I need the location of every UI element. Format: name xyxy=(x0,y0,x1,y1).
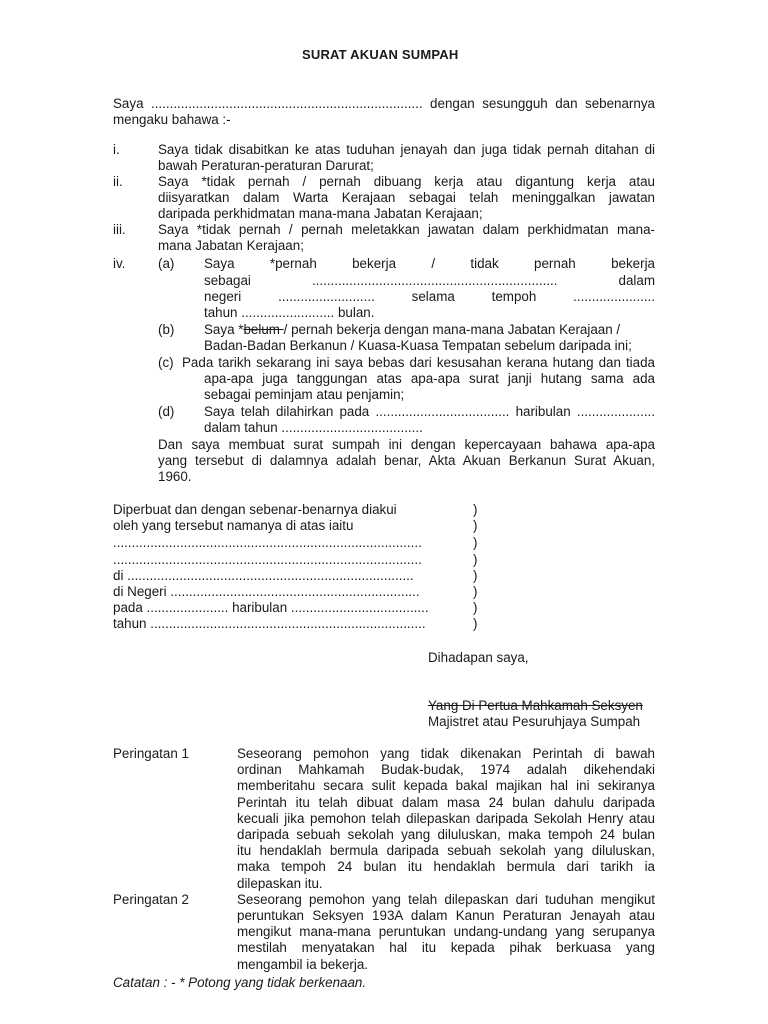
warning-text-line: mengikut mana-mana peruntukan undang-undang yang serupanya xyxy=(237,924,655,940)
warning-text-line: maka tempoh 24 bulan itu hendaklah bermula dari tarikh ia xyxy=(237,859,655,875)
warning-text-line: Seseorang pemohon yang tidak dikenakan Perintah di bawah xyxy=(237,746,655,761)
item-number: ii. xyxy=(113,174,123,189)
text-line: Dan saya membuat surat sumpah ini dengan kepercayaan bahawa apa-apa xyxy=(158,437,655,452)
text-line: Pada tarikh sekarang ini saya bebas dari kesusahan kerana hutang dan tiada xyxy=(182,355,655,370)
text-line: apa-apa juga tanggungan atas apa-apa surat janji hutang sama ada xyxy=(204,371,655,386)
subitem-label: (c) xyxy=(158,355,174,370)
item-number: iv. xyxy=(113,256,126,271)
text-line: Saya *tidak pernah / pernah dibuang kerja atau digantung kerja atau xyxy=(158,174,655,189)
signature-field-line: pada ...................... haribulan ..................................... xyxy=(113,600,429,615)
signature-field-line: di Negeri ................................................................... xyxy=(113,584,420,599)
struck-text: belum xyxy=(243,322,284,337)
officer-title: Majistret atau Pesuruhjaya Sumpah xyxy=(428,714,641,729)
text-line: Saya telah dilahirkan pada .................................... haribulan ..................... xyxy=(204,404,655,419)
warning-text-line: mestilah menyatakan hal itu kepada pihak berkuasa yang xyxy=(237,940,655,956)
bracket: ) xyxy=(473,502,478,517)
warning-text-line: kecuali jika pemohon telah dilepaskan daripada Sekolah Henry atau xyxy=(237,810,655,826)
signature-field-line: tahun .......................................................................... xyxy=(113,616,426,631)
subitem-label: (b) xyxy=(158,322,175,337)
text-line: Saya tidak disabitkan ke atas tuduhan jenayah dan juga tidak pernah ditahan di xyxy=(158,142,655,157)
warning-text-line: memberitahu secara sulit kepada bakal majikan hal ini sekiranya xyxy=(237,778,655,794)
warning-text-line: ordinan Mahkamah Budak-budak, 1974 adalah dikehendaki xyxy=(237,762,655,778)
struck-officer-title: Yang Di Pertua Mahkamah Seksyen xyxy=(428,698,643,713)
text-line: yang tersebut di dalamnya adalah benar, Akta Akuan Berkanun Surat Akuan, xyxy=(158,453,655,468)
text-segment: Saya * xyxy=(204,322,244,337)
warning-text-line: mengambil ia bekerja. xyxy=(237,956,368,972)
bracket: ) xyxy=(473,600,478,615)
text-line: daripada perkhidmatan mana-mana Jabatan Kerajaan; xyxy=(158,206,483,221)
signature-field-line: ................................................................................... xyxy=(113,535,422,550)
item-number: iii. xyxy=(113,222,126,237)
signature-field-line: di ............................................................................. xyxy=(113,568,414,583)
warning-text-line: Seseorang pemohon yang telah dilepaskan dari tuduhan mengikut xyxy=(237,891,655,907)
text-line: 1960. xyxy=(158,469,192,484)
item-number: i. xyxy=(113,142,120,157)
before-me-label: Dihadapan saya, xyxy=(428,650,529,665)
text-line: mengaku bahawa :- xyxy=(113,112,231,127)
text-line: Badan-Badan Berkanun / Kuasa-Kuasa Tempatan sebelum daripada ini; xyxy=(204,338,632,353)
text-line: sebagai .................................................................. dalam xyxy=(204,273,655,288)
warning-text-line: Perintah itu telah dibuat dalam masa 24 bulan dahulu daripada xyxy=(237,794,655,810)
warning-text-line: dilepaskan itu. xyxy=(237,875,323,891)
warning-label: Peringatan 2 xyxy=(113,891,189,907)
bracket: ) xyxy=(473,568,478,583)
warning-text-line: daripada sebuah sekolah yang diluluskan, maka tempoh 24 bulan xyxy=(237,827,655,842)
declarant-line: Saya ......................................................................... dengan sesungguh dan sebenarnya xyxy=(113,96,655,111)
text-line: bawah Peraturan-peraturan Darurat; xyxy=(158,158,374,173)
bracket: ) xyxy=(473,518,478,533)
signature-field-line: oleh yang tersebut namanya di atas iaitu xyxy=(113,518,354,533)
text-line: sebagai peminjam atau penjamin; xyxy=(204,387,405,402)
document-title: SURAT AKUAN SUMPAH xyxy=(302,47,459,62)
subitem-label: (d) xyxy=(158,404,175,419)
text-line: diisyaratkan dalam Warta Kerajaan sebagai telah meninggalkan jawatan xyxy=(158,190,655,205)
bracket: ) xyxy=(473,535,478,550)
bracket: ) xyxy=(473,584,478,599)
text-line: dalam tahun ...................................... xyxy=(204,420,423,435)
bracket: ) xyxy=(473,552,478,567)
text-line: Saya *tidak pernah / pernah meletakkan jawatan dalam perkhidmatan mana- xyxy=(158,222,655,237)
warning-text-line: peruntukan Seksyen 193A dalam Kanun Peraturan Jenayah atau xyxy=(237,908,655,923)
signature-field-line: Diperbuat dan dengan sebenar-benarnya diakui xyxy=(113,502,397,517)
text-line: negeri .......................... selama tempoh ...................... xyxy=(204,289,655,304)
text-line: Saya *pernah bekerja / tidak pernah bekerja xyxy=(204,256,655,271)
warning-text-line: itu hendaklah bermula daripada sebuah sekolah yang diluluskan, xyxy=(237,843,655,859)
subitem-label: (a) xyxy=(158,256,175,271)
signature-field-line: ................................................................................... xyxy=(113,552,422,567)
text-line: tahun ......................... bulan. xyxy=(204,305,375,320)
subitem-b-line xyxy=(204,322,620,338)
text-line: mana Jabatan Kerajaan; xyxy=(158,238,304,253)
note: Catatan : - * Potong yang tidak berkenaan. xyxy=(113,975,367,990)
bracket: ) xyxy=(473,616,478,631)
text-segment: / pernah bekerja dengan mana-mana Jabatan Kerajaan / xyxy=(283,322,621,337)
warning-label: Peringatan 1 xyxy=(113,746,189,761)
